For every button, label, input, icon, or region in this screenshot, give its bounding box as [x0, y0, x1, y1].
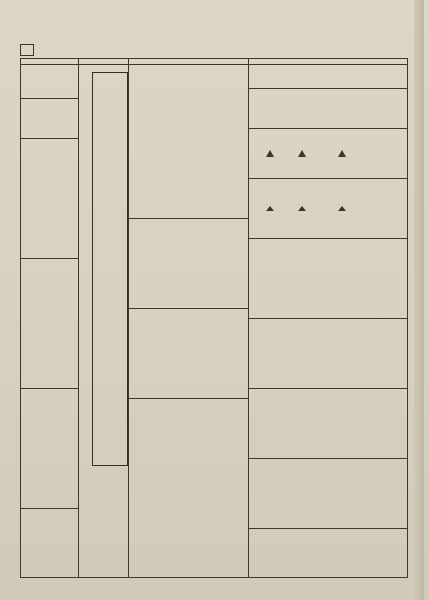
section-rule: [128, 308, 248, 309]
page-title: [92, 72, 128, 466]
section-rule: [128, 218, 248, 219]
column-divider: [78, 58, 79, 578]
triangle-mark: [266, 206, 274, 211]
signature: [252, 438, 272, 498]
triangle-mark: [266, 150, 274, 157]
section-rule: [128, 398, 248, 399]
triangle-mark: [298, 150, 306, 157]
triangle-mark: [338, 206, 346, 211]
note-item: [132, 224, 244, 304]
ledger-frame: [20, 58, 408, 578]
intro-paragraph: [132, 66, 244, 216]
triangle-mark: [298, 206, 306, 211]
page-number: [20, 44, 34, 59]
left-table: [28, 64, 70, 574]
triangle-mark: [338, 150, 346, 157]
binding-edge: [414, 0, 424, 600]
note-item: [132, 404, 244, 484]
note-item: [132, 490, 244, 574]
right-table: [252, 62, 404, 574]
note-item: [132, 314, 244, 394]
column-divider: [128, 58, 129, 578]
frame-left-line: [20, 58, 21, 578]
